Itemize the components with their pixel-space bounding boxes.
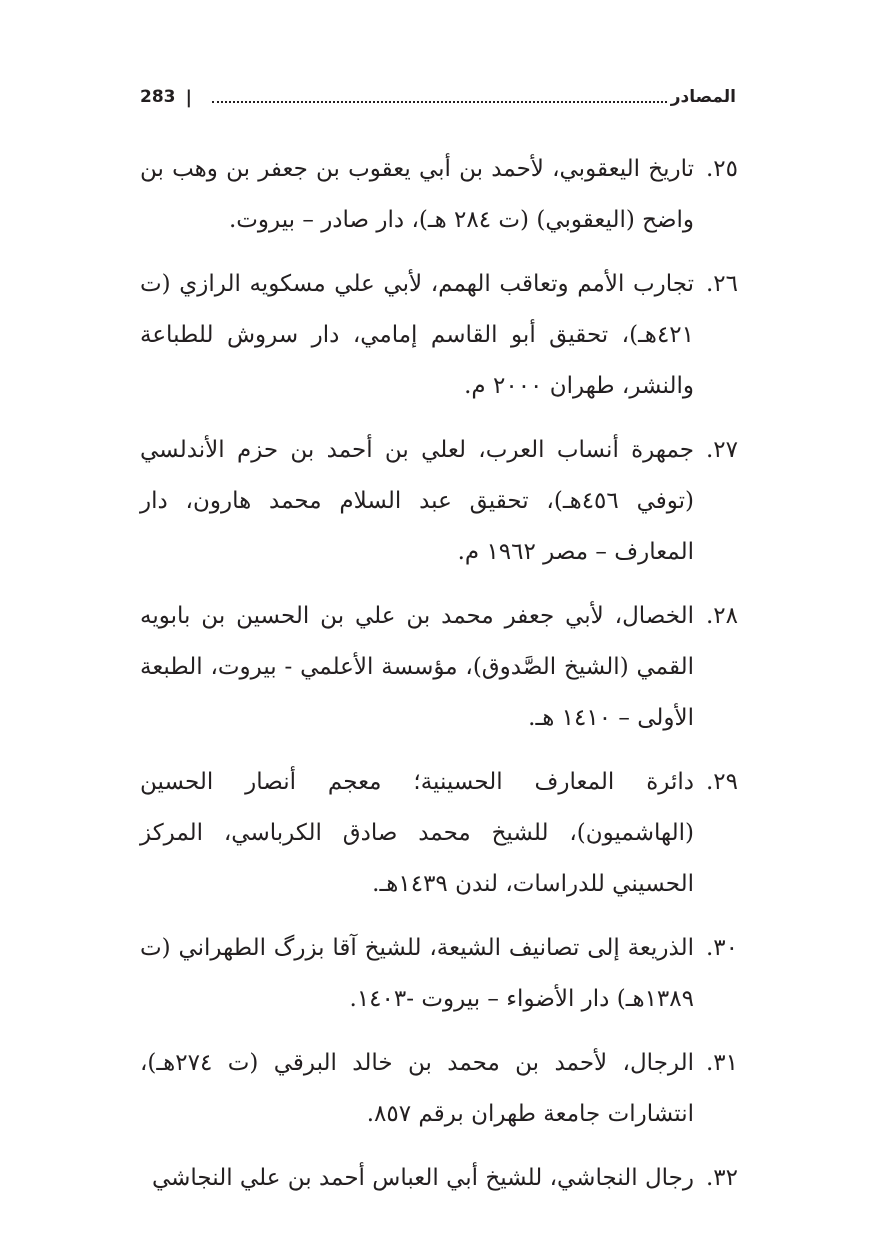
leader-dots <box>212 87 667 103</box>
bibliography-list <box>140 144 738 1217</box>
entry-text: تاريخ اليعقوبي، لأحمد بن أبي يعقوب بن جعفر بن وهب بن واضح (اليعقوبي) (ت ٢٨٤ هـ)، دار صادر – بيروت. <box>140 156 694 233</box>
bibliography-entry <box>140 591 738 744</box>
entry-text: تجارب الأمم وتعاقب الهمم، لأبي علي مسكويه الرازي (ت ٤٢١هـ)، تحقيق أبو القاسم إمامي، دار سروش للطباعة والنشر، طهران ٢٠٠٠ م. <box>140 271 694 399</box>
bibliography-entry <box>140 1153 738 1204</box>
entry-text: الرجال، لأحمد بن محمد بن خالد البرقي (ت ٢٧٤هـ)، انتشارات جامعة طهران برقم ٨٥٧. <box>140 1050 694 1127</box>
entry-number: ٣٠. <box>705 935 738 961</box>
entry-number: ٢٧. <box>705 437 738 463</box>
running-header-title: المصادر <box>670 87 736 107</box>
running-header <box>140 82 736 112</box>
header-separator: | <box>185 86 193 108</box>
bibliography-entry <box>140 1038 738 1140</box>
bibliography-entry <box>140 425 738 578</box>
entry-number: ٣٢. <box>705 1165 738 1191</box>
bibliography-entry <box>140 923 738 1025</box>
entry-text: الذريعة إلى تصانيف الشيعة، للشيخ آقا بزرگ الطهراني (ت ١٣٨٩هـ) دار الأضواء – بيروت -١٤٠٣. <box>140 935 694 1012</box>
entry-number: ٢٥. <box>705 156 738 182</box>
entry-text: دائرة المعارف الحسينية؛ معجم أنصار الحسين (الهاشميون)، للشيخ محمد صادق الكرباسي، المركز الحسيني للدراسات، لندن ١٤٣٩هـ. <box>140 769 694 897</box>
bibliography-entry <box>140 757 738 910</box>
page-number: 283 <box>140 87 176 107</box>
entry-number: ٢٨. <box>705 603 738 629</box>
entry-text: رجال النجاشي، للشيخ أبي العباس أحمد بن علي النجاشي <box>151 1165 694 1191</box>
entry-text: الخصال، لأبي جعفر محمد بن علي بن الحسين بن بابويه القمي (الشيخ الصَّدوق)، مؤسسة الأعلمي - بيروت، الطبعة الأولى – ١٤١٠ هـ. <box>140 603 694 731</box>
bibliography-entry <box>140 144 738 246</box>
entry-text: جمهرة أنساب العرب، لعلي بن أحمد بن حزم الأندلسي (توفي ٤٥٦هـ)، تحقيق عبد السلام محمد هارون، دار المعارف – مصر ١٩٦٢ م. <box>140 437 694 565</box>
bibliography-entry <box>140 259 738 412</box>
entry-number: ٢٦. <box>705 271 738 297</box>
entry-number: ٢٩. <box>705 769 738 795</box>
entry-number: ٣١. <box>705 1050 738 1076</box>
